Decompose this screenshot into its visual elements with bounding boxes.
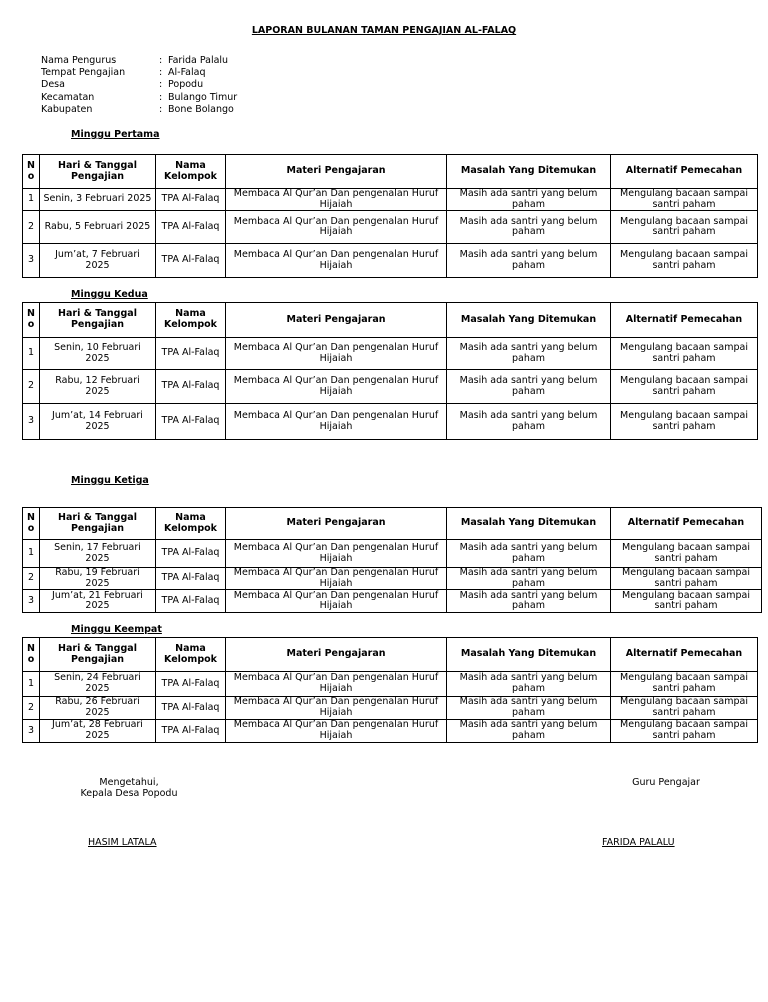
column-header-material: Materi Pengajaran bbox=[226, 508, 447, 540]
cell-group: TPA Al-Falaq bbox=[156, 211, 226, 244]
cell-material: Membaca Al Qur’an Dan pengenalan Huruf Hijaiah bbox=[226, 404, 447, 440]
cell-group: TPA Al-Falaq bbox=[156, 720, 226, 743]
cell-problem: Masih ada santri yang belum paham bbox=[447, 540, 611, 568]
cell-date: Senin, 3 Februari 2025 bbox=[40, 189, 156, 211]
cell-no: 2 bbox=[23, 568, 40, 590]
column-header-group: Nama Kelompok bbox=[156, 155, 226, 189]
cell-problem: Masih ada santri yang belum paham bbox=[447, 370, 611, 404]
column-header-no: N o bbox=[23, 508, 40, 540]
left-signature-role: Kepala Desa Popodu bbox=[80, 787, 178, 799]
cell-material: Membaca Al Qur’an Dan pengenalan Huruf Hijaiah bbox=[226, 672, 447, 697]
cell-no: 1 bbox=[23, 672, 40, 697]
column-header-no: N o bbox=[23, 303, 40, 338]
cell-solution: Mengulang bacaan sampai santri paham bbox=[611, 404, 758, 440]
table-header-row bbox=[23, 638, 758, 672]
table-header-row bbox=[23, 303, 758, 338]
info-colon: : bbox=[159, 91, 163, 103]
right-signature-block bbox=[620, 778, 712, 789]
info-block bbox=[41, 56, 237, 117]
week-title: Minggu Keempat bbox=[71, 624, 162, 635]
column-header-problem: Masalah Yang Ditemukan bbox=[447, 638, 611, 672]
cell-solution: Mengulang bacaan sampai santri paham bbox=[611, 697, 758, 720]
cell-solution: Mengulang bacaan sampai santri paham bbox=[611, 540, 762, 568]
info-label: Kabupaten bbox=[41, 103, 93, 115]
column-header-no: N o bbox=[23, 155, 40, 189]
column-header-problem: Masalah Yang Ditemukan bbox=[447, 303, 611, 338]
cell-material: Membaca Al Qur’an Dan pengenalan Huruf Hijaiah bbox=[226, 720, 447, 743]
week-table bbox=[22, 637, 758, 743]
cell-date: Jum’at, 14 Februari 2025 bbox=[40, 404, 156, 440]
right-signature-role: Guru Pengajar bbox=[632, 777, 700, 788]
cell-no: 2 bbox=[23, 211, 40, 244]
column-header-material: Materi Pengajaran bbox=[226, 303, 447, 338]
cell-date: Jum’at, 21 Februari 2025 bbox=[40, 590, 156, 613]
cell-date: Senin, 24 Februari 2025 bbox=[40, 672, 156, 697]
info-label: Kecamatan bbox=[41, 91, 95, 103]
week-title: Minggu Ketiga bbox=[71, 475, 149, 486]
cell-no: 3 bbox=[23, 404, 40, 440]
left-signature-block bbox=[70, 778, 188, 799]
cell-material: Membaca Al Qur’an Dan pengenalan Huruf Hijaiah bbox=[226, 211, 447, 244]
column-header-no: N o bbox=[23, 638, 40, 672]
cell-material: Membaca Al Qur’an Dan pengenalan Huruf Hijaiah bbox=[226, 568, 447, 590]
cell-problem: Masih ada santri yang belum paham bbox=[447, 590, 611, 613]
cell-problem: Masih ada santri yang belum paham bbox=[447, 720, 611, 743]
cell-problem: Masih ada santri yang belum paham bbox=[447, 568, 611, 590]
column-header-problem: Masalah Yang Ditemukan bbox=[447, 508, 611, 540]
table-row bbox=[23, 244, 758, 278]
cell-material: Membaca Al Qur’an Dan pengenalan Huruf Hijaiah bbox=[226, 590, 447, 613]
cell-no: 2 bbox=[23, 697, 40, 720]
table-row bbox=[23, 540, 762, 568]
cell-no: 3 bbox=[23, 244, 40, 278]
info-value: Al-Falaq bbox=[168, 67, 206, 79]
cell-group: TPA Al-Falaq bbox=[156, 540, 226, 568]
cell-material: Membaca Al Qur’an Dan pengenalan Huruf Hijaiah bbox=[226, 697, 447, 720]
cell-solution: Mengulang bacaan sampai santri paham bbox=[611, 211, 758, 244]
column-header-group: Nama Kelompok bbox=[156, 638, 226, 672]
column-header-date: Hari & Tanggal Pengajian bbox=[40, 508, 156, 540]
info-colon: : bbox=[159, 103, 163, 115]
column-header-problem: Masalah Yang Ditemukan bbox=[447, 155, 611, 189]
cell-solution: Mengulang bacaan sampai santri paham bbox=[611, 720, 758, 743]
cell-solution: Mengulang bacaan sampai santri paham bbox=[611, 338, 758, 370]
column-header-date: Hari & Tanggal Pengajian bbox=[40, 303, 156, 338]
cell-material: Membaca Al Qur’an Dan pengenalan Huruf Hijaiah bbox=[226, 370, 447, 404]
cell-problem: Masih ada santri yang belum paham bbox=[447, 211, 611, 244]
cell-date: Rabu, 12 Februari 2025 bbox=[40, 370, 156, 404]
column-header-group: Nama Kelompok bbox=[156, 508, 226, 540]
table-header-row bbox=[23, 508, 762, 540]
cell-no: 3 bbox=[23, 720, 40, 743]
cell-solution: Mengulang bacaan sampai santri paham bbox=[611, 244, 758, 278]
info-colon: : bbox=[159, 79, 163, 91]
column-header-solution: Alternatif Pemecahan bbox=[611, 638, 758, 672]
info-row bbox=[41, 93, 237, 105]
column-header-date: Hari & Tanggal Pengajian bbox=[40, 638, 156, 672]
column-header-group: Nama Kelompok bbox=[156, 303, 226, 338]
cell-problem: Masih ada santri yang belum paham bbox=[447, 697, 611, 720]
cell-no: 1 bbox=[23, 338, 40, 370]
cell-group: TPA Al-Falaq bbox=[156, 590, 226, 613]
column-header-solution: Alternatif Pemecahan bbox=[611, 303, 758, 338]
info-row bbox=[41, 68, 237, 80]
table-row bbox=[23, 720, 758, 743]
table-row bbox=[23, 590, 762, 613]
cell-material: Membaca Al Qur’an Dan pengenalan Huruf Hijaiah bbox=[226, 338, 447, 370]
column-header-solution: Alternatif Pemecahan bbox=[611, 508, 762, 540]
cell-solution: Mengulang bacaan sampai santri paham bbox=[611, 189, 758, 211]
week-table bbox=[22, 302, 758, 440]
cell-group: TPA Al-Falaq bbox=[156, 404, 226, 440]
column-header-solution: Alternatif Pemecahan bbox=[611, 155, 758, 189]
cell-no: 3 bbox=[23, 590, 40, 613]
info-value: Farida Palalu bbox=[168, 55, 229, 66]
table-header-row bbox=[23, 155, 758, 189]
column-header-material: Materi Pengajaran bbox=[226, 638, 447, 672]
cell-date: Rabu, 26 Februari 2025 bbox=[40, 697, 156, 720]
cell-date: Senin, 10 Februari 2025 bbox=[40, 338, 156, 370]
cell-date: Jum’at, 28 Februari 2025 bbox=[40, 720, 156, 743]
info-value: Popodu bbox=[168, 79, 204, 91]
left-signature-name: HASIM LATALA bbox=[88, 837, 157, 848]
week-table bbox=[22, 154, 758, 278]
cell-no: 2 bbox=[23, 370, 40, 404]
info-label: Desa bbox=[41, 79, 65, 91]
left-signature-caption: Mengetahui, bbox=[99, 777, 159, 788]
week-table bbox=[22, 507, 762, 613]
cell-no: 1 bbox=[23, 189, 40, 211]
table-row bbox=[23, 189, 758, 211]
cell-material: Membaca Al Qur’an Dan pengenalan Huruf Hijaiah bbox=[226, 540, 447, 568]
cell-no: 1 bbox=[23, 540, 40, 568]
info-value: Bulango Timur bbox=[168, 91, 238, 103]
week-title: Minggu Pertama bbox=[71, 129, 160, 140]
cell-date: Rabu, 5 Februari 2025 bbox=[40, 211, 156, 244]
column-header-material: Materi Pengajaran bbox=[226, 155, 447, 189]
table-row bbox=[23, 697, 758, 720]
cell-solution: Mengulang bacaan sampai santri paham bbox=[611, 568, 762, 590]
info-row bbox=[41, 105, 237, 117]
cell-problem: Masih ada santri yang belum paham bbox=[447, 244, 611, 278]
info-label: Tempat Pengajian bbox=[41, 67, 126, 79]
cell-solution: Mengulang bacaan sampai santri paham bbox=[611, 590, 762, 613]
cell-problem: Masih ada santri yang belum paham bbox=[447, 189, 611, 211]
cell-group: TPA Al-Falaq bbox=[156, 568, 226, 590]
cell-date: Rabu, 19 Februari 2025 bbox=[40, 568, 156, 590]
cell-group: TPA Al-Falaq bbox=[156, 697, 226, 720]
cell-material: Membaca Al Qur’an Dan pengenalan Huruf Hijaiah bbox=[226, 244, 447, 278]
cell-material: Membaca Al Qur’an Dan pengenalan Huruf Hijaiah bbox=[226, 189, 447, 211]
cell-group: TPA Al-Falaq bbox=[156, 244, 226, 278]
info-label: Nama Pengurus bbox=[41, 55, 117, 66]
week-title: Minggu Kedua bbox=[71, 289, 148, 300]
table-row bbox=[23, 672, 758, 697]
right-signature-name: FARIDA PALALU bbox=[602, 837, 675, 848]
table-row bbox=[23, 404, 758, 440]
cell-date: Senin, 17 Februari 2025 bbox=[40, 540, 156, 568]
document-title: LAPORAN BULANAN TAMAN PENGAJIAN AL-FALAQ bbox=[251, 25, 517, 36]
info-row bbox=[41, 80, 237, 92]
info-colon: : bbox=[159, 55, 163, 66]
cell-date: Jum’at, 7 Februari 2025 bbox=[40, 244, 156, 278]
info-colon: : bbox=[159, 67, 163, 79]
cell-group: TPA Al-Falaq bbox=[156, 338, 226, 370]
cell-solution: Mengulang bacaan sampai santri paham bbox=[611, 672, 758, 697]
cell-problem: Masih ada santri yang belum paham bbox=[447, 672, 611, 697]
table-row bbox=[23, 568, 762, 590]
cell-problem: Masih ada santri yang belum paham bbox=[447, 338, 611, 370]
column-header-date: Hari & Tanggal Pengajian bbox=[40, 155, 156, 189]
table-row bbox=[23, 370, 758, 404]
info-value: Bone Bolango bbox=[168, 103, 234, 115]
cell-group: TPA Al-Falaq bbox=[156, 672, 226, 697]
cell-problem: Masih ada santri yang belum paham bbox=[447, 404, 611, 440]
cell-group: TPA Al-Falaq bbox=[156, 370, 226, 404]
table-row bbox=[23, 338, 758, 370]
cell-solution: Mengulang bacaan sampai santri paham bbox=[611, 370, 758, 404]
cell-group: TPA Al-Falaq bbox=[156, 189, 226, 211]
table-row bbox=[23, 211, 758, 244]
